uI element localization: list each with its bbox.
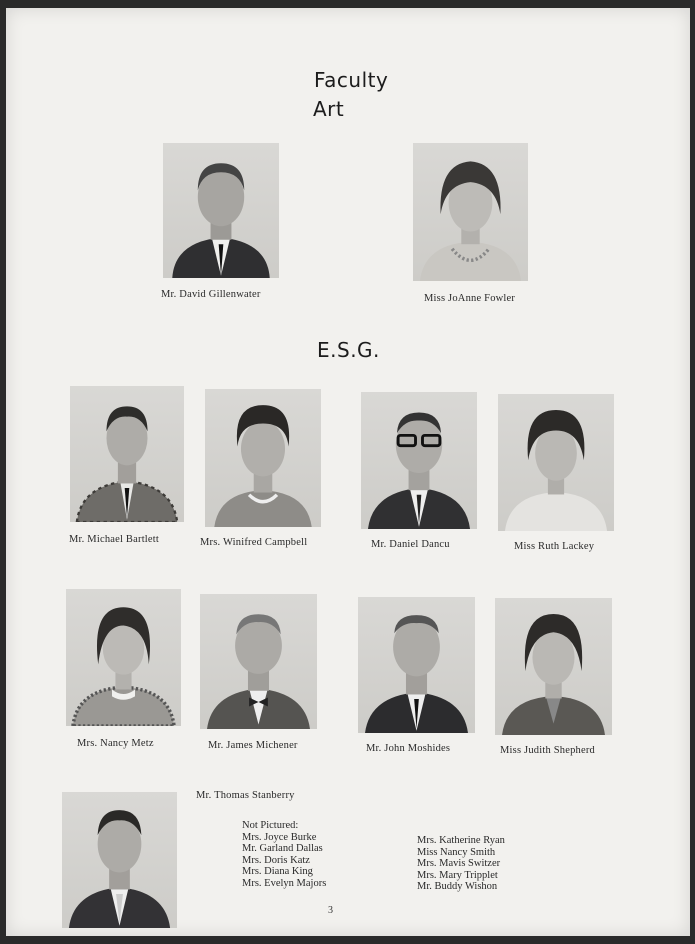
portrait-photo [361,392,477,529]
portrait-photo [495,598,612,735]
portrait-photo [413,143,528,281]
portrait-photo [358,597,475,733]
section-title-art: Art [313,97,345,121]
portrait-caption: Mrs. Winifred Campbell [200,537,308,548]
list-item: Mrs. Diana King [242,866,313,878]
portrait-caption: Mr. John Moshides [366,743,451,754]
list-item: Mr. Buddy Wishon [417,881,498,893]
portrait-photo [205,389,321,527]
portrait-caption: Miss Ruth Lackey [514,541,595,552]
portrait-caption: Miss JoAnne Fowler [424,293,516,304]
list-item: Mrs. Katherine Ryan [417,835,505,846]
list-item: Mrs. Doris Katz [242,854,310,866]
list-item: Miss Nancy Smith [417,846,496,858]
not-pictured-heading: Not Pictured: [242,820,299,831]
portrait-photo [66,589,181,726]
portrait-photo [498,394,614,531]
portrait-caption: Mr. Thomas Stanberry [196,790,295,801]
list-item: Mr. Garland Dallas [242,843,323,855]
portrait-caption: Mr. Michael Bartlett [69,534,160,545]
list-item: Mrs. Mary Tripplet [417,869,498,881]
portrait-caption: Mr. David Gillenwater [161,289,261,300]
portrait-caption: Mr. Daniel Dancu [371,539,450,550]
portrait-caption: Mrs. Nancy Metz [77,738,154,749]
portrait-caption: Mr. James Michener [208,740,298,751]
not-pictured-list-2 [417,835,505,893]
list-item: Mrs. Joyce Burke [242,831,317,843]
not-pictured-list [242,820,326,890]
list-item: Mrs. Mavis Switzer [417,858,501,870]
portrait-photo [70,386,184,522]
section-title-esg: E.S.G. [317,338,380,362]
portrait-photo [62,792,177,928]
list-item: Mrs. Evelyn Majors [242,877,327,889]
page-number: 3 [328,905,333,916]
yearbook-page [6,8,690,936]
portrait-caption: Miss Judith Shepherd [500,745,596,756]
page-title: Faculty [314,68,389,92]
portrait-photo [163,143,279,278]
portrait-photo [200,594,317,729]
